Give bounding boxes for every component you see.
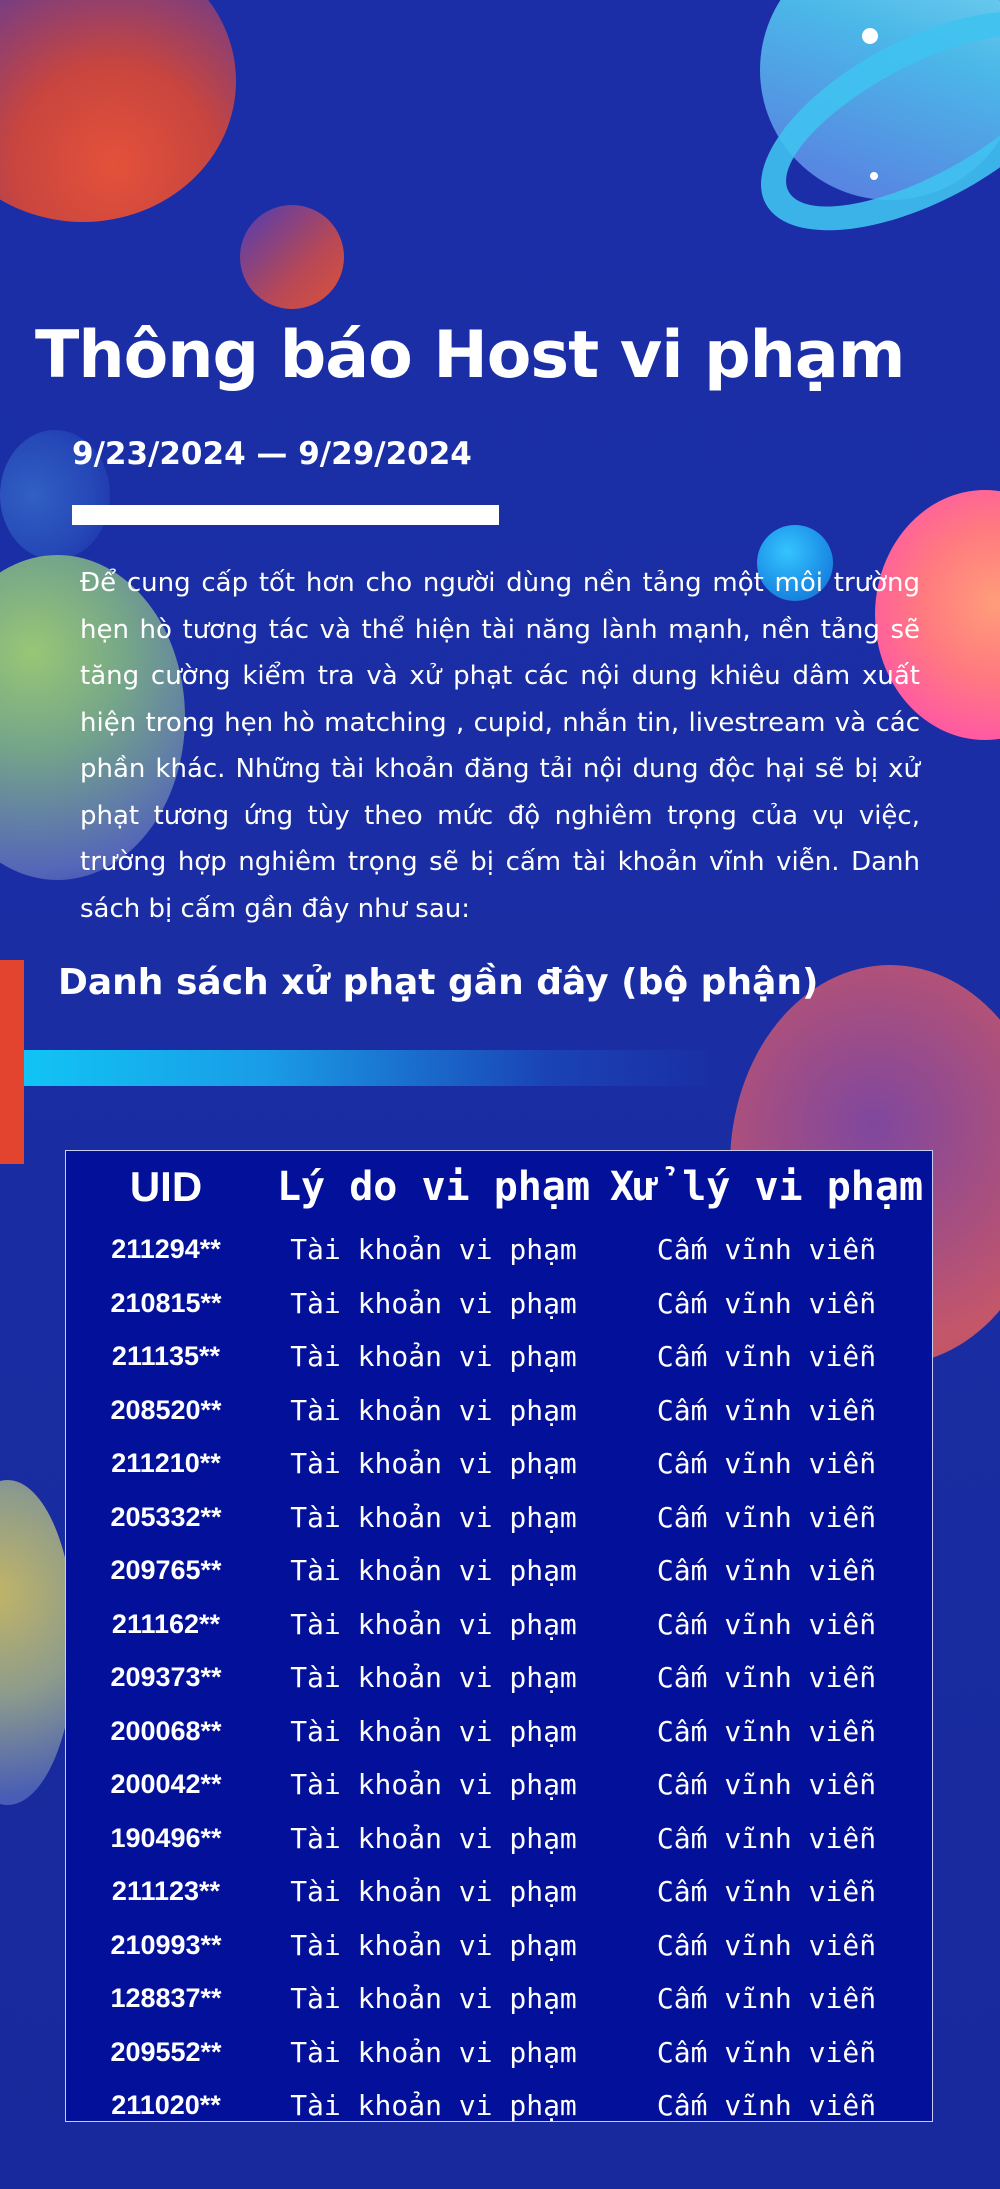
table-row <box>66 1598 932 1652</box>
action-cell: Cấm vĩnh viễn <box>656 1714 877 1748</box>
uid-cell: 190496** <box>110 1822 222 1853</box>
action-cell: Cấm vĩnh viễn <box>656 1340 877 1374</box>
decorative-planet-top-left <box>0 0 236 222</box>
table-row <box>66 1651 932 1705</box>
action-cell: Cấm vĩnh viễn <box>656 1982 877 2016</box>
uid-cell: 211123** <box>111 1876 221 1907</box>
table-row <box>66 1705 932 1759</box>
reason-cell: Tài khoản vi phạm <box>290 1768 577 1802</box>
reason-cell: Tài khoản vi phạm <box>290 1875 577 1909</box>
table-row <box>66 1972 932 2026</box>
action-cell: Cấm vĩnh viễn <box>656 2035 877 2069</box>
uid-cell: 210993** <box>110 1929 222 1960</box>
action-cell: Cấm vĩnh viễn <box>656 1607 877 1641</box>
table-row <box>66 2026 932 2080</box>
reason-cell: Tài khoản vi phạm <box>290 1607 577 1641</box>
uid-cell: 128837** <box>110 1983 222 2014</box>
table-row <box>66 1437 932 1491</box>
action-cell: Cấm vĩnh viễn <box>656 2089 877 2123</box>
decorative-star <box>870 172 878 180</box>
section-gradient-bar <box>24 1050 724 1086</box>
penalty-table-container <box>65 1150 933 2122</box>
date-range: 9/23/2024 — 9/29/2024 <box>72 436 472 472</box>
reason-cell: Tài khoản vi phạm <box>290 1233 577 1267</box>
intro-paragraph: Để cung cấp tốt hơn cho người dùng nền tảng một môi trường hẹn hò tương tác và thể hiện tài năng lành mạnh, nền tảng sẽ tăng cường kiểm tra và xử phạt các nội dung khiêu dâm xuất hiện trong hẹn hò matching , cupid, nhắn tin, livestream và các phần khác. Những tài khoản đăng tải nội dung độc hại sẽ bị xử phạt tương ứng tùy theo mức độ nghiêm trọng của vụ việc, trường hợp nghiêm trọng sẽ bị cấm tài khoản vĩnh viễn. Danh sách bị cấm gần đây như sau: <box>80 568 920 924</box>
table-row <box>66 2079 932 2133</box>
table-row <box>66 1277 932 1331</box>
table-row <box>66 1758 932 1812</box>
reason-cell: Tài khoản vi phạm <box>290 1447 577 1481</box>
uid-cell: 211294** <box>111 1234 221 1265</box>
column-header-reason: Lý do vi phạm <box>276 1164 591 1210</box>
reason-cell: Tài khoản vi phạm <box>290 1500 577 1534</box>
reason-cell: Tài khoản vi phạm <box>290 1661 577 1695</box>
action-cell: Cấm vĩnh viễn <box>656 1768 877 1802</box>
uid-cell: 209765** <box>110 1555 222 1586</box>
uid-cell: 210815** <box>110 1287 222 1318</box>
uid-cell: 200042** <box>110 1769 222 1800</box>
action-cell: Cấm vĩnh viễn <box>656 1821 877 1855</box>
reason-cell: Tài khoản vi phạm <box>290 1928 577 1962</box>
penalty-table <box>66 1151 932 2133</box>
reason-cell: Tài khoản vi phạm <box>290 2035 577 2069</box>
uid-cell: 209552** <box>110 2036 222 2067</box>
reason-cell: Tài khoản vi phạm <box>290 1554 577 1588</box>
uid-cell: 200068** <box>110 1715 222 1746</box>
action-cell: Cấm vĩnh viễn <box>656 1286 877 1320</box>
table-body <box>66 1223 932 2133</box>
table-row <box>66 1544 932 1598</box>
date-underline-bar <box>72 505 499 525</box>
reason-cell: Tài khoản vi phạm <box>290 1982 577 2016</box>
column-header-uid: UID <box>129 1163 203 1210</box>
reason-cell: Tài khoản vi phạm <box>290 1714 577 1748</box>
uid-cell: 208520** <box>110 1394 222 1425</box>
uid-cell: 211210** <box>111 1448 221 1479</box>
table-row <box>66 1330 932 1384</box>
table-row <box>66 1919 932 1973</box>
section-accent-bar <box>0 960 24 1164</box>
action-cell: Cấm vĩnh viễn <box>656 1875 877 1909</box>
action-cell: Cấm vĩnh viễn <box>656 1500 877 1534</box>
uid-cell: 209373** <box>110 1662 222 1693</box>
uid-cell: 211020** <box>111 2090 221 2121</box>
table-row <box>66 1491 932 1545</box>
reason-cell: Tài khoản vi phạm <box>290 1393 577 1427</box>
reason-cell: Tài khoản vi phạm <box>290 2089 577 2123</box>
reason-cell: Tài khoản vi phạm <box>290 1286 577 1320</box>
table-header-row <box>66 1151 932 1223</box>
uid-cell: 211162** <box>111 1608 221 1639</box>
decorative-star <box>862 28 878 44</box>
column-header-action: Xử lý vi phạm <box>609 1164 924 1210</box>
table-row <box>66 1865 932 1919</box>
action-cell: Cấm vĩnh viễn <box>656 1661 877 1695</box>
decorative-planet-small <box>240 205 344 309</box>
table-row <box>66 1812 932 1866</box>
reason-cell: Tài khoản vi phạm <box>290 1821 577 1855</box>
page-title: Thông báo Host vi phạm <box>35 318 905 393</box>
action-cell: Cấm vĩnh viễn <box>656 1554 877 1588</box>
reason-cell: Tài khoản vi phạm <box>290 1340 577 1374</box>
section-title: Danh sách xử phạt gần đây (bộ phận) <box>58 962 819 1003</box>
uid-cell: 211135** <box>111 1341 221 1372</box>
uid-cell: 205332** <box>110 1501 222 1532</box>
table-row <box>66 1223 932 1277</box>
action-cell: Cấm vĩnh viễn <box>656 1928 877 1962</box>
action-cell: Cấm vĩnh viễn <box>656 1393 877 1427</box>
action-cell: Cấm vĩnh viễn <box>656 1233 877 1267</box>
decorative-planet-bottom-left <box>0 1480 75 1805</box>
action-cell: Cấm vĩnh viễn <box>656 1447 877 1481</box>
table-row <box>66 1384 932 1438</box>
